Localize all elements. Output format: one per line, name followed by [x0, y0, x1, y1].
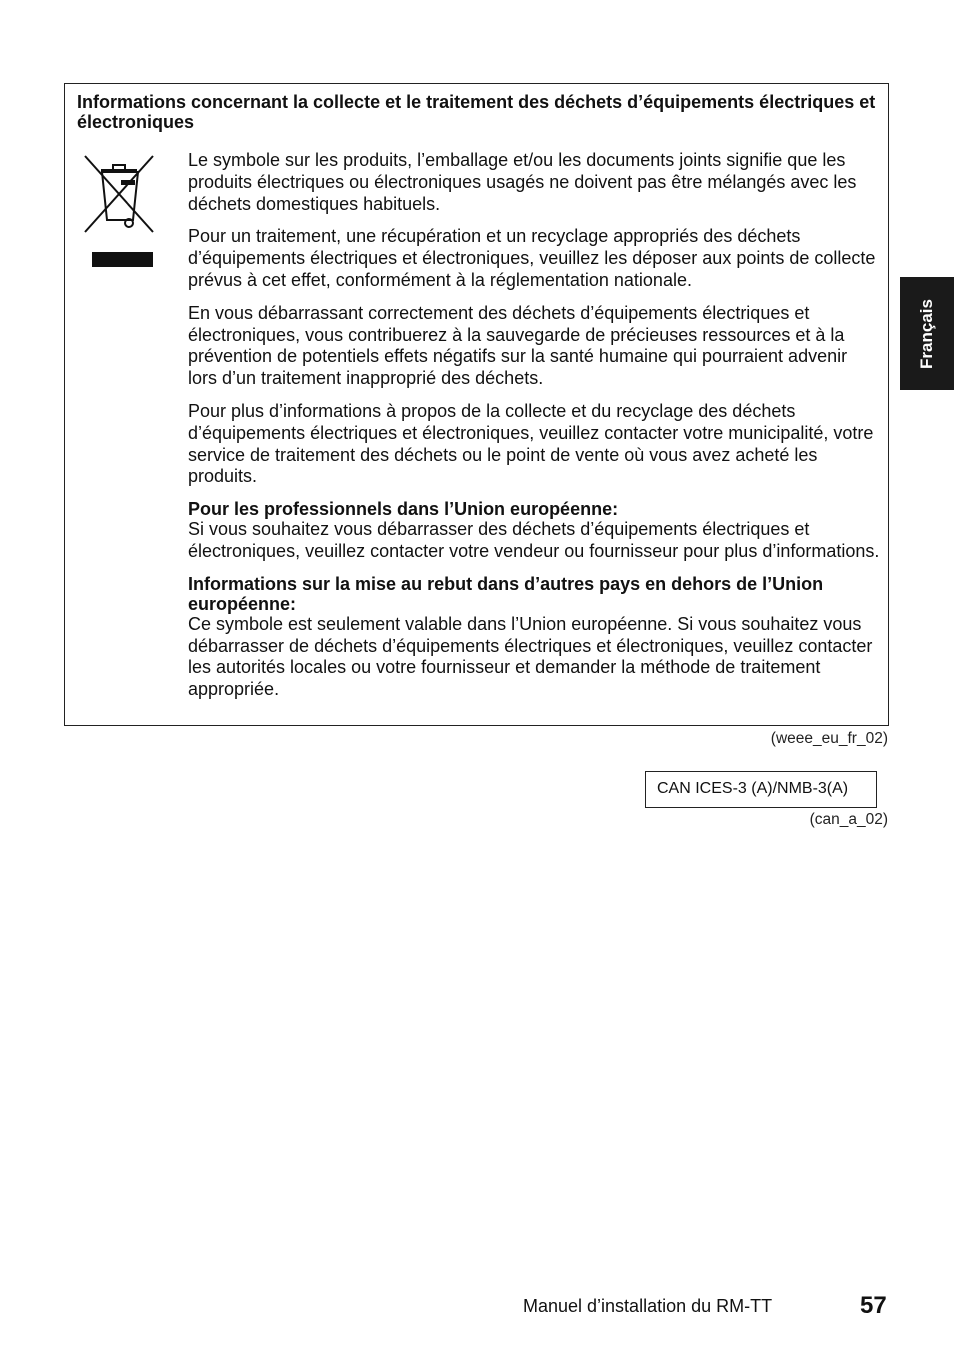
weee-title: Informations concernant la collecte et le traitement des déchets d’équipements électriques et électroniques: [77, 92, 876, 132]
can-ices-box: [645, 771, 877, 808]
crossed-out-wheelie-bin-icon: [83, 154, 155, 272]
outside-eu-heading: Informations sur la mise au rebut dans d’autres pays en dehors de l’Union européenne:: [188, 573, 824, 614]
paragraph: Pour plus d’informations à propos de la collecte et du recyclage des déchets d’équipements électriques et électroniques, veuillez contacter votre municipalité, votre service de traitement des déchets ou le point de vente où vous avez acheté les produits.: [188, 400, 874, 487]
professionals-text: Si vous souhaitez vous débarrasser des déchets d’équipements électriques et électroniques, veuillez contacter votre vendeur ou fournisseur pour plus d’informations.: [188, 519, 880, 561]
language-tab-label: Français: [917, 298, 936, 369]
page-number: 57: [860, 1292, 887, 1319]
paragraph: Le symbole sur les produits, l’emballage et/ou les documents joints signifie que les produits électriques ou électroniques usagés ne doivent pas être mélangés avec les déchets domestiques habituels.: [188, 150, 857, 214]
language-tab: [900, 277, 954, 390]
weee-code: (weee_eu_fr_02): [770, 730, 888, 747]
paragraph: Pour un traitement, une récupération et un recyclage appropriés des déchets d’équipements électriques et électroniques, veuillez les déposer aux points de collecte prévus à cet effet, conformément à la réglementation nationale.: [188, 226, 876, 290]
can-ices-label: CAN ICES-3 (A)/NMB-3(A): [657, 780, 849, 797]
professionals-heading: Pour les professionnels dans l’Union européenne:: [188, 499, 619, 520]
weee-notice-box: [64, 83, 889, 726]
paragraph: En vous débarrassant correctement des déchets d’équipements électriques et électroniques, vous contribuerez à la sauvegarde de précieuses ressources et à la prévention de potentiels effets négatifs sur la santé humaine qui pourraient advenir lors d’un traitement inapproprié des déchets.: [188, 302, 848, 389]
outside-eu-section: [188, 574, 880, 701]
professionals-section: [188, 499, 880, 563]
manual-title: Manuel d’installation du RM-TT: [523, 1296, 773, 1316]
outside-eu-text: Ce symbole est seulement valable dans l’Union européenne. Si vous souhaitez vous débarrasser de déchets d’équipements électriques et électroniques, veuillez contacter les autorités locales ou votre fournisseur et demander la méthode de traitement appropriée.: [188, 613, 873, 700]
weee-body: [188, 150, 880, 712]
can-code: (can_a_02): [809, 811, 888, 828]
